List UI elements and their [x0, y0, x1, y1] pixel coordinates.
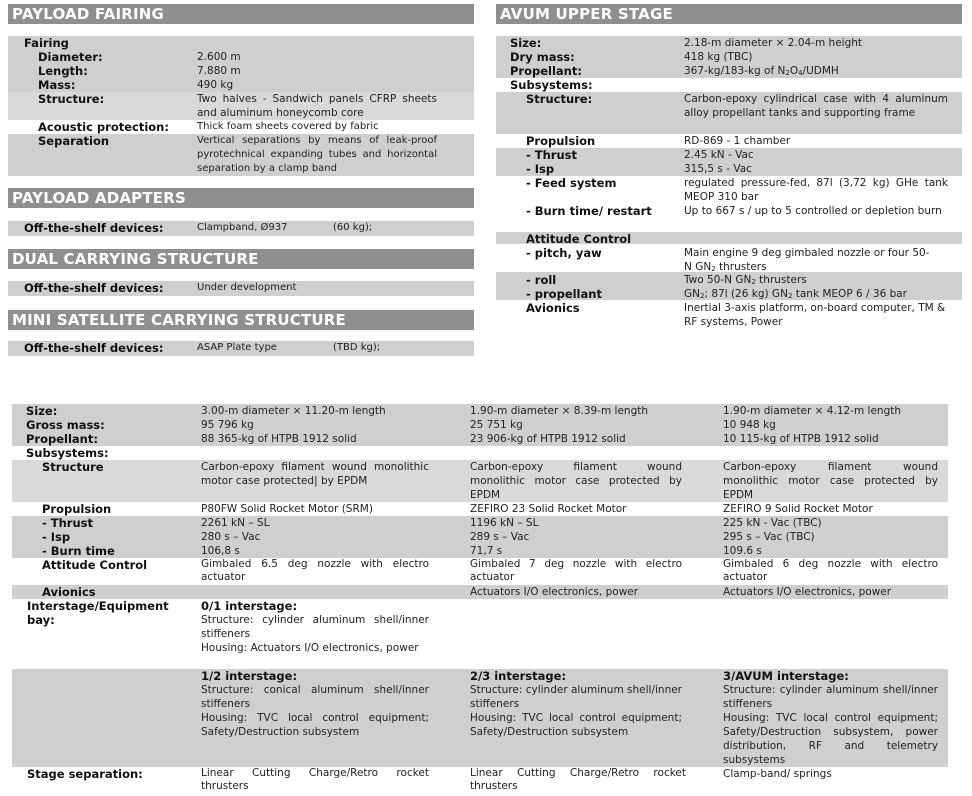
adapters-value: Clampband, Ø937	[197, 222, 288, 233]
avum-propulsion-label: Propulsion	[526, 134, 596, 148]
burn-stage2: 71,7 s	[470, 545, 503, 557]
isp-stage2: 289 s – Vac	[470, 531, 530, 543]
avum-subsystems-label: Subsystems:	[510, 78, 593, 92]
size-stage1: 3.00-m diameter × 11.20-m length	[201, 405, 386, 417]
interstage-23-housing: Housing: TVC local control equipment; Safety/Destruction subsystem	[470, 712, 682, 738]
avum-burn-label: - Burn time/ restart	[526, 204, 652, 218]
structure-stage3: Carbon-epoxy filament wound monolithic motor case protected by EPDM	[723, 461, 938, 501]
structure-label: Structure:	[38, 92, 105, 106]
isp-stage1: 280 s – Vac	[201, 531, 261, 543]
length-label: Length:	[38, 64, 88, 78]
propellant-stage2: 23 906-kg of HTPB 1912 solid	[470, 433, 626, 445]
attitude-stage3: Gimbaled 6 deg nozzle with electro actuator	[723, 558, 938, 583]
propellant-label: Propellant:	[26, 432, 98, 446]
size-stage2: 1.90-m diameter × 8.39-m length	[470, 405, 649, 417]
stage2-header: 2nd STAGE (CORE)	[470, 375, 616, 393]
thrust-stage3: 225 kN - Vac (TBC)	[723, 517, 822, 529]
interstage-12-title: 1/2 interstage:	[201, 669, 298, 683]
mini-label: Off-the-shelf devices:	[24, 341, 164, 355]
interstage-3avum-housing: Housing: TVC local control equipment; Safety/Destruction subsystem, power distribution, RF and telemetry subsystems	[723, 712, 938, 766]
mini-mass: (TBD kg);	[333, 342, 381, 353]
avum-propellant2-label: - propellant	[526, 287, 602, 301]
separation-label: Separation	[38, 134, 110, 148]
burn-stage3: 109.6 s	[723, 545, 762, 557]
avum-roll-value: Two 50-N $GN_2$ thrusters	[684, 274, 807, 286]
diameter-value: 2.600 m	[197, 51, 241, 63]
length-value: 7.880 m	[197, 65, 241, 77]
interstage-23-title: 2/3 interstage:	[470, 669, 567, 683]
avum-avionics-value: Inertial 3-axis platform, on-board computer, TM & RF systems, Power	[684, 302, 946, 328]
adapters-mass: (60 kg);	[333, 222, 373, 233]
avum-roll-label: - roll	[526, 273, 557, 287]
structure-stage2: Carbon-epoxy filament wound monolithic motor case protected by EPDM	[470, 461, 682, 501]
avum-pitch-label: - pitch, yaw	[526, 246, 602, 260]
size-stage3: 1.90-m diameter × 4.12-m length	[723, 405, 902, 417]
interstage-3avum-title: 3/AVUM interstage:	[723, 669, 849, 683]
avum-isp-value: 315,5 s - Vac	[684, 163, 752, 175]
separation-stage3: Clamp-band/ springs	[723, 768, 832, 780]
payload-adapters-header: PAYLOAD ADAPTERS	[8, 188, 474, 208]
avum-thrust-label: - Thrust	[526, 148, 578, 162]
separation-value: Vertical separations by means of leak-proof pyrotechnical expanding tubes and horizontal separation by a clamp band	[197, 135, 437, 174]
avum-dry-value: 418 kg (TBC)	[684, 51, 753, 63]
fairing-group-label: Fairing	[24, 36, 69, 50]
avum-structure-value: Carbon-epoxy cylindrical case with 4 aluminum alloy propellant tanks and supporting frame	[684, 93, 948, 119]
thrust-label: - Thrust	[42, 516, 94, 530]
interstage-12-housing: Housing: TVC local control equipment; Safety/Destruction subsystem	[201, 712, 429, 738]
interstage-3avum-structure: Structure: cylinder aluminum shell/inner stiffeners	[723, 684, 938, 710]
structure-stage1: Carbon-epoxy filament wound monolithic motor case protected| by EPDM	[201, 461, 429, 487]
interstage-01-structure: Structure: cylinder aluminum shell/inner stiffeners	[201, 614, 429, 640]
avum-isp-label: - Isp	[526, 162, 555, 176]
isp-stage3: 295 s – Vac (TBC)	[723, 531, 815, 543]
avum-prop-value: 367-kg/183-kg of $N_2O_4$/UDMH	[684, 65, 839, 77]
propulsion-stage2: ZEFIRO 23 Solid Rocket Motor	[470, 503, 627, 515]
thrust-stage1: 2261 kN – SL	[201, 517, 270, 529]
avionics-label: Avionics	[42, 585, 96, 599]
dual-carrying-header: DUAL CARRYING STRUCTURE	[8, 249, 474, 269]
acoustic-value: Thick foam sheets covered by fabric	[197, 121, 379, 132]
avum-prop-label: Propellant:	[510, 64, 582, 78]
propellant-stage1: 88 365-kg of HTPB 1912 solid	[201, 433, 357, 445]
attitude-stage1: Gimbaled 6.5 deg nozzle with electro actuator	[201, 558, 429, 583]
avum-burn-value: Up to 667 s / up to 5 controlled or depletion burn	[684, 205, 942, 217]
burn-stage1: 106,8 s	[201, 545, 240, 557]
payload-fairing-header: PAYLOAD FAIRING	[8, 4, 474, 24]
propulsion-label: Propulsion	[42, 502, 112, 516]
acoustic-label: Acoustic protection:	[38, 120, 169, 134]
structure-label: Structure	[42, 460, 104, 474]
propulsion-stage1: P80FW Solid Rocket Motor (SRM)	[201, 503, 373, 515]
gross-label: Gross mass:	[26, 418, 105, 432]
avum-avionics-label: Avionics	[526, 301, 580, 315]
avionics-stage3: Actuators I/O electronics, power	[723, 586, 892, 598]
gross-stage3: 10 948 kg	[723, 419, 776, 431]
avum-pitch-value: Main engine 9 deg gimbaled nozzle or four 50- N $GN_2$ thrusters	[684, 247, 930, 273]
avum-thrust-value: 2.45 kN - Vac	[684, 149, 754, 161]
mass-label: Mass:	[38, 78, 76, 92]
avum-attitude-label: Attitude Control	[526, 232, 632, 246]
subsystems-label: Subsystems:	[26, 446, 109, 460]
interstage-12-structure: Structure: conical aluminum shell/inner stiffeners	[201, 684, 429, 710]
dual-label: Off-the-shelf devices:	[24, 281, 164, 295]
interstage-23-structure: Structure: cylinder aluminum shell/inner stiffeners	[470, 684, 682, 710]
propellant-stage3: 10 115-kg of HTPB 1912 solid	[723, 433, 879, 445]
diameter-label: Diameter:	[38, 50, 103, 64]
interstage-label: Interstage/Equipment bay:	[27, 599, 169, 627]
size-label: Size:	[26, 404, 58, 418]
stage3-header: 3rd STAGE	[722, 375, 802, 393]
interstage-01-title: 0/1 interstage:	[201, 599, 298, 613]
avum-propulsion-value: RD-869 - 1 chamber	[684, 135, 791, 147]
mass-value: 490 kg	[197, 79, 234, 91]
isp-label: - Isp	[42, 530, 71, 544]
avum-size-label: Size:	[510, 36, 542, 50]
propulsion-stage3: ZEFIRO 9 Solid Rocket Motor	[723, 503, 873, 515]
avum-feed-label: - Feed system	[526, 176, 617, 190]
separation-label: Stage separation:	[27, 767, 143, 781]
avum-feed-value: regulated pressure-fed, 87l (3,72 kg) GHe tank MEOP 310 bar	[684, 177, 948, 203]
stages-header-dot: .	[16, 372, 21, 385]
gross-stage1: 95 796 kg	[201, 419, 254, 431]
attitude-label: Attitude Control	[42, 558, 148, 572]
stage1-header: 1st STAGE	[204, 375, 283, 393]
avum-propellant2-value: $GN_2$; 87l (26 kg) $GN_2$ tank MEOP 6 / 36 bar	[684, 288, 908, 300]
attitude-stage2: Gimbaled 7 deg nozzle with electro actuator	[470, 558, 682, 583]
avum-header: AVUM UPPER STAGE	[496, 4, 962, 24]
avum-size-value: 2.18-m diameter × 2.04-m height	[684, 37, 863, 49]
separation-stage2: Linear Cutting Charge/Retro rocket thrusters	[470, 767, 686, 792]
structure-value: Two halves - Sandwich panels CFRP sheets and aluminum honeycomb core	[197, 93, 437, 119]
dual-value: Under development	[197, 282, 297, 293]
mini-satellite-header: MINI SATELLITE CARRYING STRUCTURE	[8, 310, 474, 330]
separation-stage1: Linear Cutting Charge/Retro rocket thrusters	[201, 767, 429, 792]
avum-structure-label: Structure:	[526, 92, 593, 106]
interstage-01-housing: Housing: Actuators I/O electronics, power	[201, 642, 419, 654]
adapters-label: Off-the-shelf devices:	[24, 221, 164, 235]
avionics-stage2: Actuators I/O electronics, power	[470, 586, 639, 598]
burn-label: - Burn time	[42, 544, 115, 558]
thrust-stage2: 1196 kN – SL	[470, 517, 539, 529]
avum-dry-label: Dry mass:	[510, 50, 575, 64]
gross-stage2: 25 751 kg	[470, 419, 523, 431]
mini-value: ASAP Plate type	[197, 342, 277, 353]
